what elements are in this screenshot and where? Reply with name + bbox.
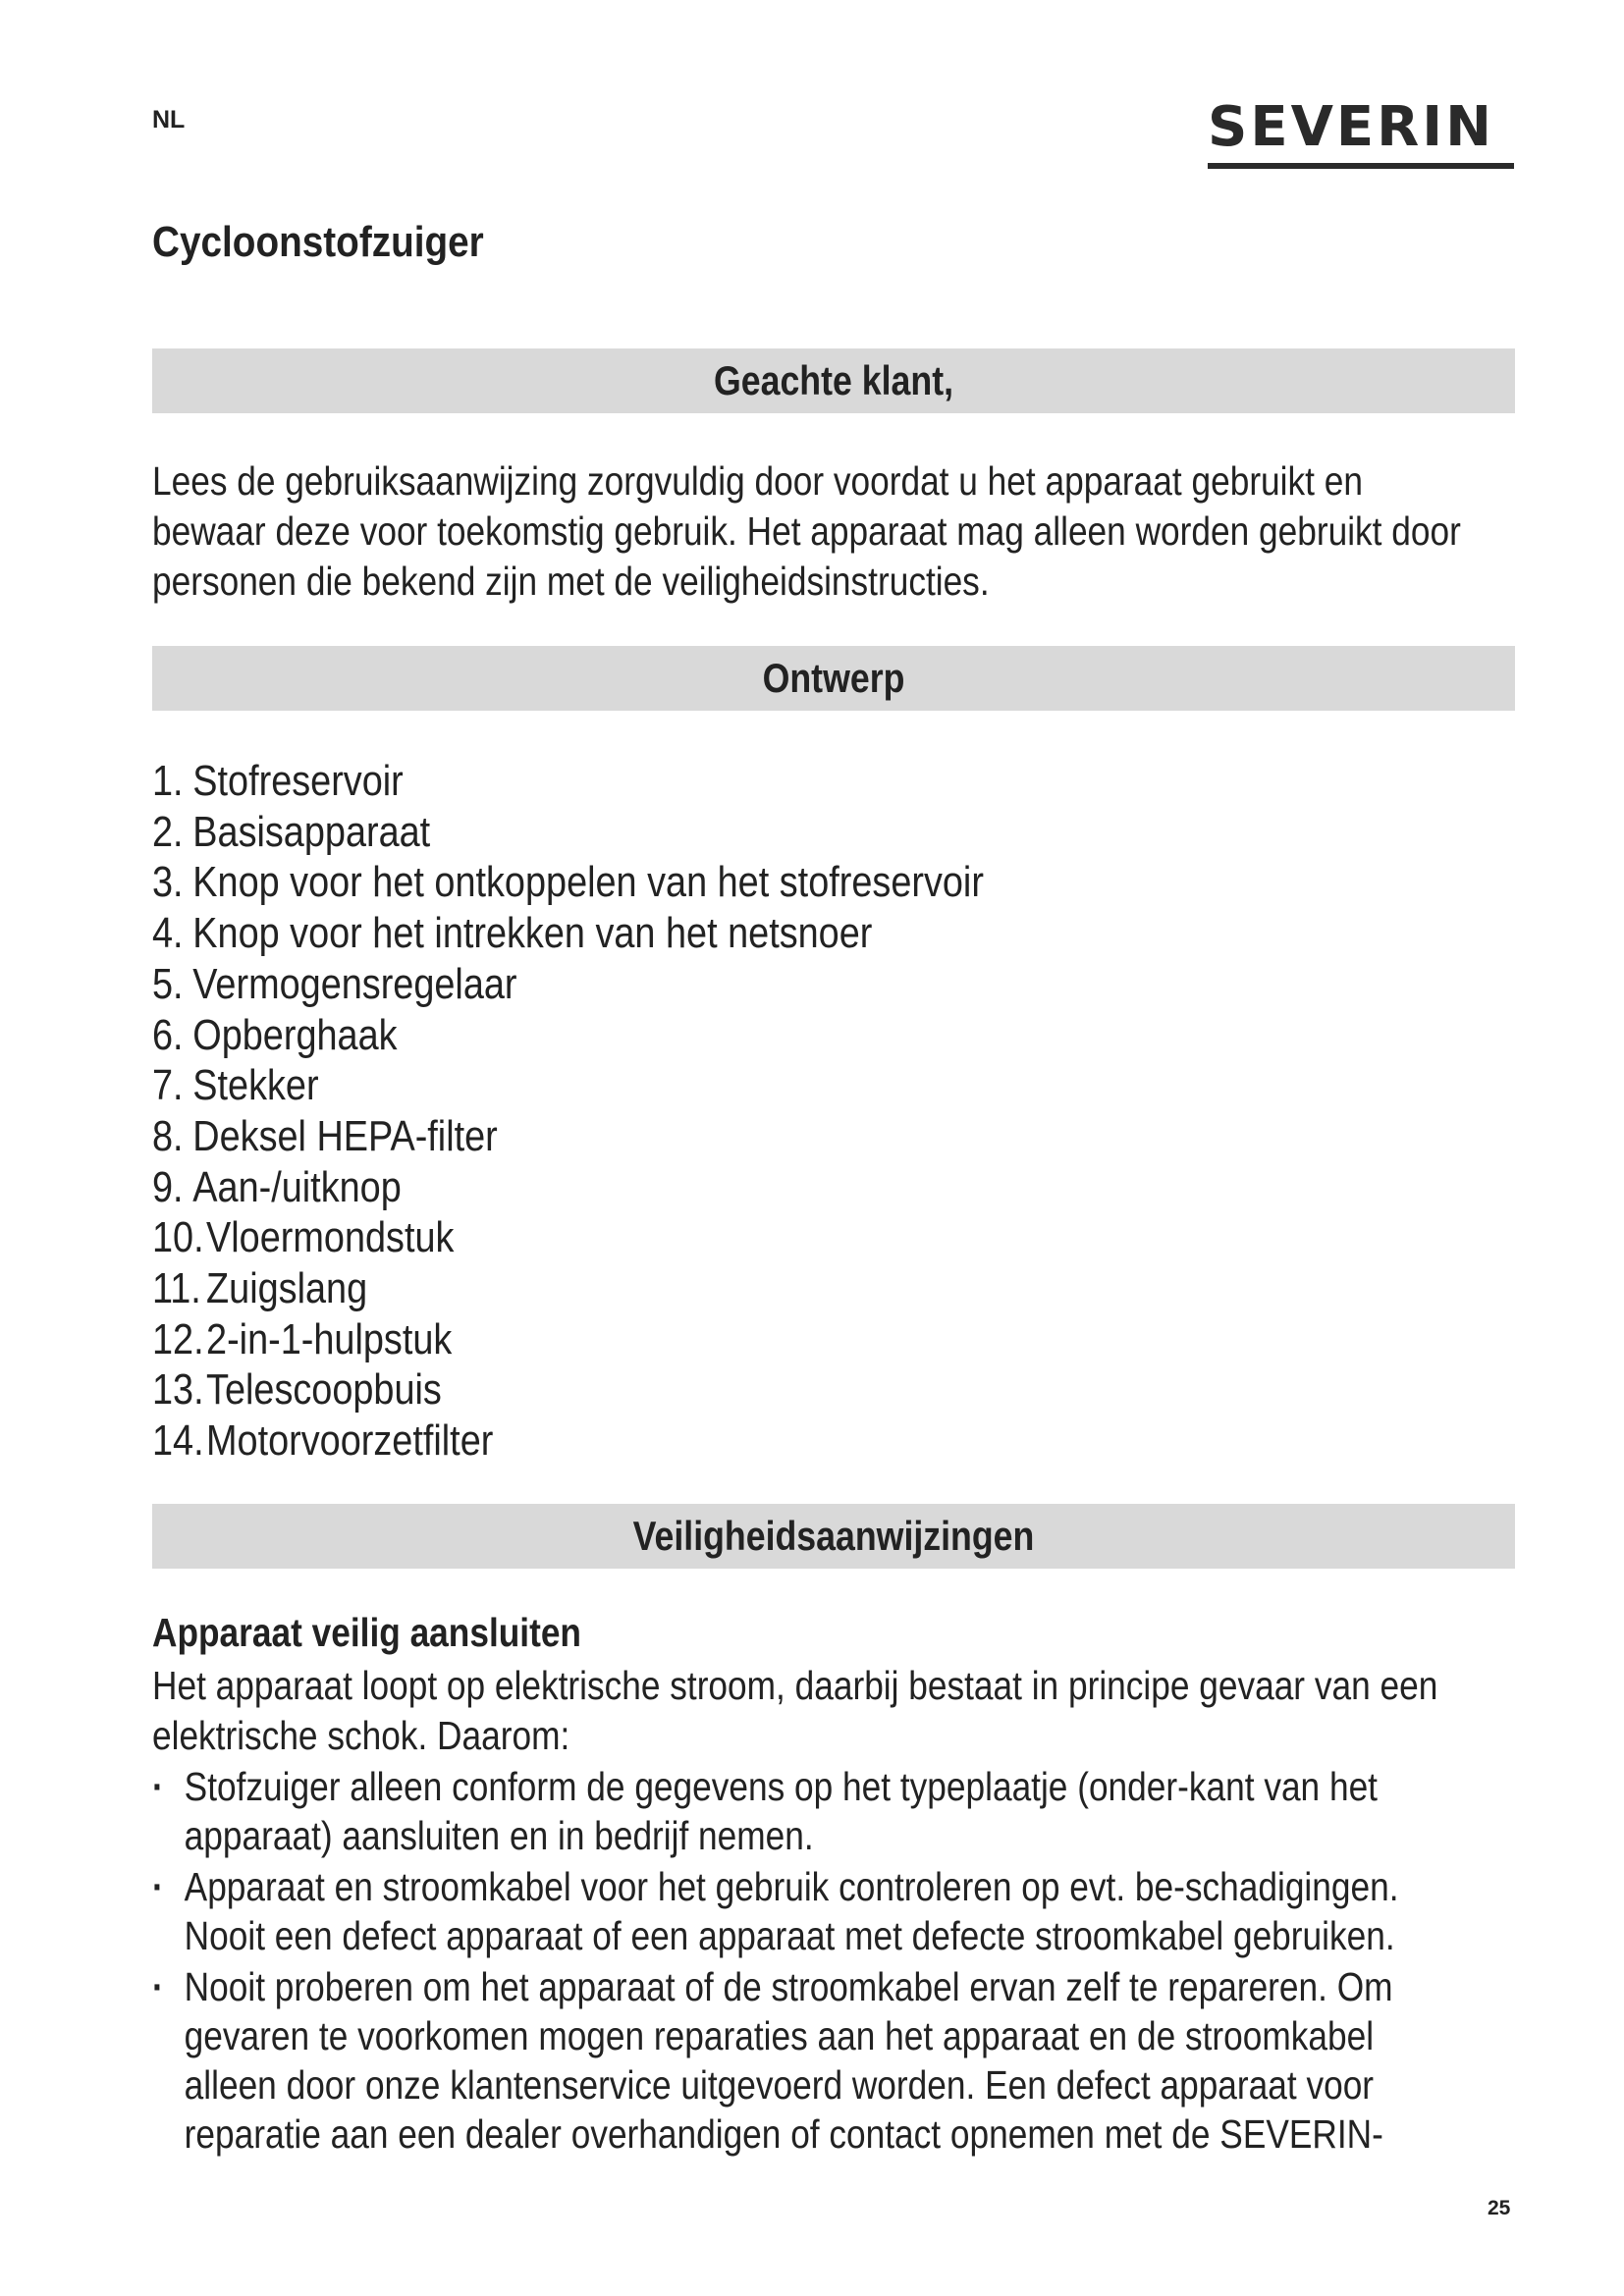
section-band-design bbox=[152, 646, 1515, 711]
list-item-label: Stofreservoir bbox=[192, 757, 404, 805]
list-item bbox=[152, 756, 984, 807]
list-item-label: Knop voor het ontkoppelen van het stofreservoir bbox=[192, 858, 984, 907]
brand-logo-text: SEVERIN bbox=[1208, 95, 1495, 159]
list-item-number: 2. bbox=[152, 807, 184, 856]
list-item-number: 14. bbox=[152, 1416, 204, 1466]
list-item-label: Motorvoorzetfilter bbox=[206, 1416, 494, 1466]
list-item-label: Stekker bbox=[192, 1061, 319, 1110]
brand-logo-underline bbox=[1208, 163, 1514, 169]
list-item-number: 6. bbox=[152, 1010, 184, 1059]
section-heading-greeting: Geachte klant, bbox=[713, 357, 954, 403]
list-item-number: 12. bbox=[152, 1314, 204, 1363]
list-item bbox=[152, 1162, 984, 1213]
parts-list bbox=[152, 756, 984, 1467]
brand-logo bbox=[1208, 95, 1514, 169]
list-item-label: 2-in-1-hulpstuk bbox=[206, 1314, 453, 1363]
bullet-item: · Stofzuiger alleen conform de gegevens op het typeplaatje (onder-kant van het apparaat) aansluiten en in bedrijf nemen. bbox=[152, 1762, 1470, 1860]
list-item-label: Knop voor het intrekken van het netsnoer bbox=[192, 909, 873, 958]
list-item bbox=[152, 1364, 984, 1415]
list-item bbox=[152, 1314, 984, 1365]
list-item-label: Aan-/uitknop bbox=[192, 1162, 402, 1211]
list-item-label: Opberghaak bbox=[192, 1010, 398, 1059]
language-code: NL bbox=[152, 106, 186, 133]
list-item-label: Vloermondstuk bbox=[206, 1213, 455, 1262]
list-item bbox=[152, 1111, 984, 1162]
list-item-number: 13. bbox=[152, 1365, 204, 1415]
list-item bbox=[152, 908, 984, 959]
bullet-item: · Apparaat en stroomkabel voor het gebruik controleren op evt. be-schadigingen. Nooit een defect apparaat of een apparaat met defecte stroomkabel gebruiken. bbox=[152, 1862, 1470, 1960]
list-item-number: 4. bbox=[152, 909, 184, 958]
list-item-label: Basisapparaat bbox=[192, 807, 431, 856]
list-item-label: Deksel HEPA-filter bbox=[192, 1111, 498, 1160]
list-item-number: 7. bbox=[152, 1061, 184, 1110]
list-item bbox=[152, 1060, 984, 1111]
list-item-number: 9. bbox=[152, 1162, 184, 1211]
intro-paragraph: Lees de gebruiksaanwijzing zorgvuldig door voordat u het apparaat gebruikt en bewaar deze voor toekomstig gebruik. Het apparaat mag alleen worden gebruikt door personen die bekend zijn met de veiligheidsinstructies. bbox=[152, 458, 1461, 604]
list-item-label: Telescoopbuis bbox=[206, 1365, 442, 1415]
page-title: Cycloonstofzuiger bbox=[152, 218, 484, 266]
section-band-safety bbox=[152, 1504, 1515, 1569]
list-item-number: 1. bbox=[152, 757, 184, 805]
section-band-greeting bbox=[152, 348, 1515, 413]
safety-subheading: Apparaat veilig aansluiten bbox=[152, 1610, 581, 1655]
list-item-label: Vermogensregelaar bbox=[192, 959, 517, 1008]
list-item bbox=[152, 1263, 984, 1314]
list-item-number: 5. bbox=[152, 959, 184, 1008]
list-item-label: Zuigslang bbox=[206, 1264, 368, 1313]
list-item-number: 3. bbox=[152, 858, 184, 907]
list-item bbox=[152, 1415, 984, 1467]
list-item bbox=[152, 959, 984, 1010]
list-item bbox=[152, 1010, 984, 1061]
list-item bbox=[152, 807, 984, 858]
list-item-number: 8. bbox=[152, 1111, 184, 1160]
list-item-number: 11. bbox=[152, 1264, 201, 1313]
safety-bullets bbox=[152, 1762, 1470, 2161]
list-item bbox=[152, 1212, 984, 1263]
page-number: 25 bbox=[1488, 2197, 1511, 2219]
bullet-item: · Nooit proberen om het apparaat of de stroomkabel ervan zelf te repareren. Om gevaren te voorkomen mogen reparaties aan het apparaat en de stroomkabel alleen door onze klantenservice uitgevoerd worden. Een defect apparaat voor reparatie aan een dealer overhandigen of contact opnemen met de SEVERIN- bbox=[152, 1962, 1470, 2159]
section-heading-design: Ontwerp bbox=[762, 655, 905, 701]
list-item bbox=[152, 857, 984, 908]
list-item-number: 10. bbox=[152, 1213, 204, 1262]
safety-intro: Het apparaat loopt op elektrische stroom, daarbij bestaat in principe gevaar van een elektrische schok. Daarom: bbox=[152, 1663, 1438, 1758]
section-heading-safety: Veiligheidsaanwijzingen bbox=[632, 1513, 1035, 1559]
